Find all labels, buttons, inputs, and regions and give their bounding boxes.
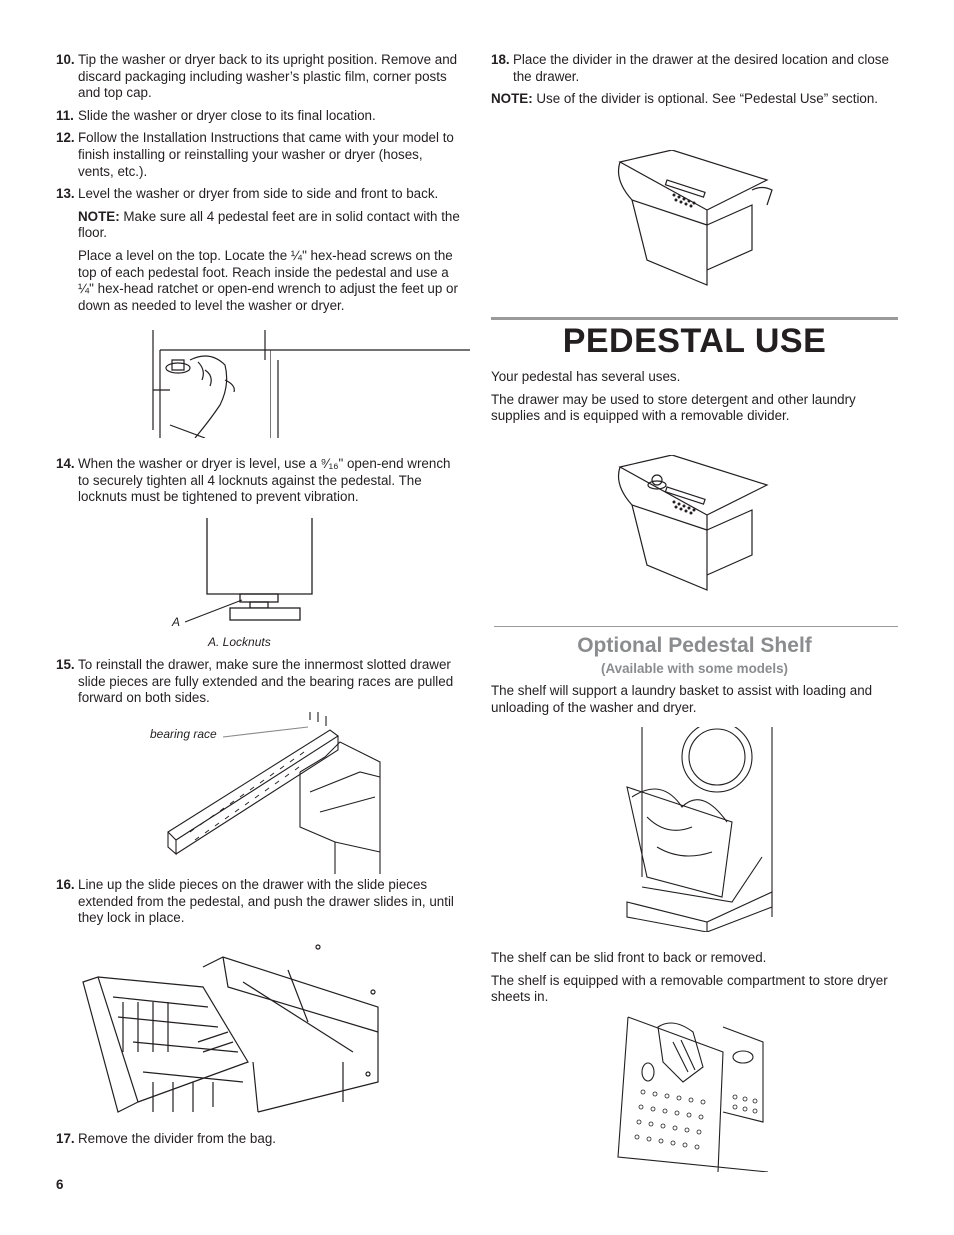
note-text: Make sure all 4 pedestal feet are in solid contact with the floor. — [78, 208, 460, 241]
shelf-title: Optional Pedestal Shelf — [577, 634, 812, 657]
step-13-note — [56, 209, 460, 242]
step-text: Tip the washer or dryer back to its upright position. Remove and discard packaging including washer’s plastic film, corner posts and top cap. — [78, 52, 458, 101]
step-number: 18. — [491, 52, 510, 67]
step-text: Slide the washer or dryer close to its final location. — [78, 107, 376, 123]
step-14 — [56, 456, 460, 506]
step-15 — [56, 657, 460, 707]
note-label: NOTE: — [78, 208, 120, 224]
dryer-sheet-compartment-illustration — [603, 1012, 773, 1172]
locknut-illustration — [170, 518, 330, 628]
left-column-step16 — [56, 877, 460, 933]
use-paragraph-1: Your pedestal has several uses. — [491, 369, 681, 384]
step-text: Follow the Installation Instructions that came with your model to finish installing or reinstalling your washer or dryer (hoses, vents, etc.). — [78, 130, 454, 179]
drawer-slide-illustration — [160, 712, 385, 874]
note-label: NOTE: — [491, 91, 533, 107]
pedestal-with-divider-illustration — [612, 455, 777, 595]
pedestal-use-text — [491, 369, 898, 431]
step-16 — [56, 877, 460, 927]
shelf-paragraph-3: The shelf is equipped with a removable compartment to store dryer sheets in. — [491, 972, 888, 1005]
left-column-step17 — [56, 1131, 460, 1154]
step-text: To reinstall the drawer, make sure the innermost slotted drawer slide pieces are fully extended and the bearing races are pulled forward on both sides. — [78, 657, 454, 706]
step-17 — [56, 1131, 460, 1148]
left-column-step14 — [56, 456, 460, 512]
step-number: 10. — [56, 52, 75, 67]
step-number: 17. — [56, 1131, 75, 1146]
step-10 — [56, 52, 460, 102]
pedestal-closed-illustration — [612, 150, 777, 290]
right-column-top — [491, 52, 898, 114]
step-text: When the washer or dryer is level, use a ⁹⁄₁₆" open-end wrench to securely tighten all 4 locknuts against the pedestal. The locknuts must be tightened to prevent vibration. — [78, 456, 451, 505]
use-paragraph-2: The drawer may be used to store detergent and other laundry supplies and is equipped with a removable divider. — [491, 391, 856, 424]
step-number: 15. — [56, 657, 75, 672]
step-number: 13. — [56, 186, 75, 202]
shelf-paragraph-1: The shelf will support a laundry basket to assist with loading and unloading of the washer and dryer. — [491, 683, 873, 715]
shelf-paragraph-2: The shelf can be slid front to back or removed. — [491, 950, 767, 965]
step-number: 14. — [56, 456, 75, 471]
step-18 — [491, 52, 898, 85]
left-column-top — [56, 52, 460, 320]
step-text: Line up the slide pieces on the drawer with the slide pieces extended from the pedestal, and push the drawer slides in, until they lock in place. — [78, 877, 454, 926]
subsection-rule — [494, 626, 898, 627]
page-number: 6 — [56, 1177, 64, 1192]
step-number: 11. — [56, 107, 74, 123]
shelf-text-2 — [491, 950, 898, 1012]
locknut-caption: A. Locknuts — [208, 635, 271, 649]
step-13-detail: Place a level on the top. Locate the ¼" hex-head screws on the top of each pedestal foot. Reach inside the pedestal and use a ¼" hex-head ratchet or open-end wrench to adjust the feet up or down as needed to level the washer or dryer. — [78, 247, 458, 313]
step-text: Remove the divider from the bag. — [78, 1131, 276, 1146]
step-12 — [56, 130, 460, 180]
divider-note — [491, 91, 898, 108]
step-13 — [56, 186, 460, 203]
locknut-letter-label: A — [172, 615, 181, 629]
level-adjust-illustration — [150, 330, 270, 438]
section-rule — [491, 317, 898, 320]
step-11 — [56, 108, 460, 125]
step-number: 16. — [56, 877, 75, 892]
note-text: Use of the divider is optional. See “Pedestal Use” section. — [536, 91, 879, 107]
laundry-basket-shelf-illustration — [622, 727, 777, 932]
pedestal-corner-illustration — [270, 330, 470, 438]
shelf-subtitle: (Available with some models) — [600, 661, 789, 676]
step-text: Level the washer or dryer from side to side and front to back. — [78, 186, 439, 202]
shelf-text-1 — [491, 683, 898, 722]
section-title: PEDESTAL USE — [562, 322, 827, 360]
step-text: Place the divider in the drawer at the desired location and close the drawer. — [513, 52, 889, 84]
drawer-insert-illustration — [78, 942, 388, 1124]
step-number: 12. — [56, 130, 75, 146]
bearing-race-label: bearing race — [150, 727, 217, 741]
left-column-step15 — [56, 657, 460, 713]
